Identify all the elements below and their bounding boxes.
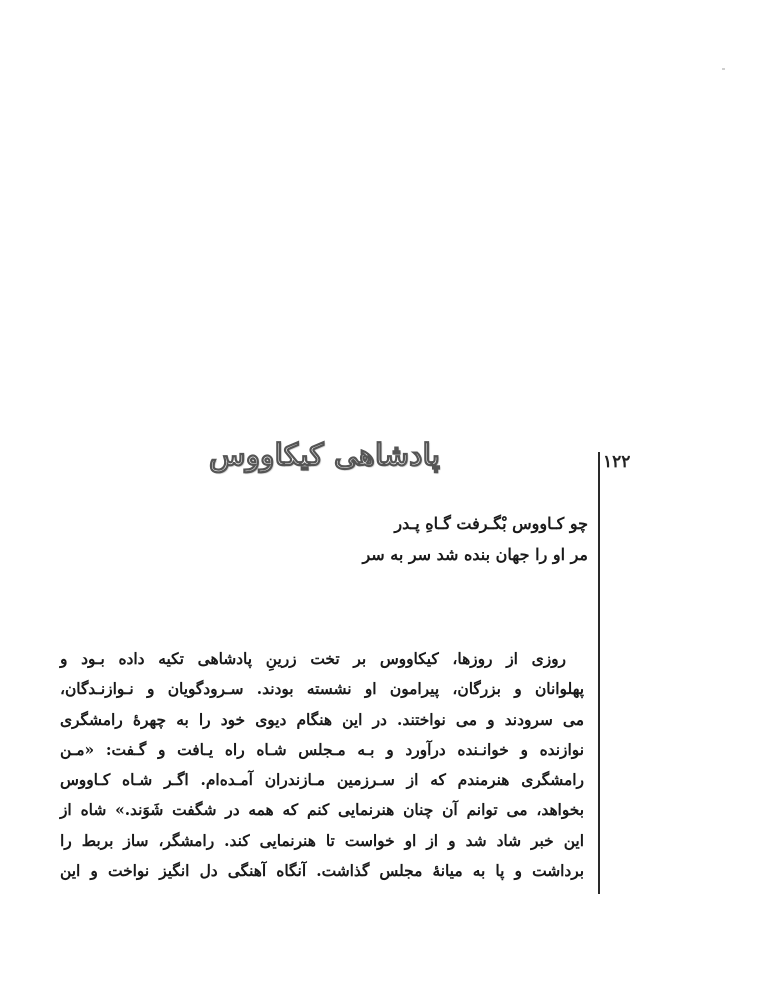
paragraph-line: پهلوانان و بزرگان، پیرامون او نشسته بودند. سـرودگویان و نـوازنـدگان، — [60, 680, 584, 699]
paragraph-line: روزی از روزها، کیکاووس بر تخت زرینِ پادشاهی تکیه داده بـود و — [60, 650, 566, 668]
page-number: ۱۲۲ — [603, 452, 631, 472]
body-paragraph — [60, 644, 584, 886]
paragraph-line: نوازنده و خوانـنده درآورد و بـه مـجلس شـاه راه یـافت و گـفت: «مـن — [60, 740, 584, 759]
paragraph-line: برداشت و پا به میانۀ مجلس گذاشت. آنگاه آهنگی دل انگیز نواخت و این — [60, 862, 584, 881]
paragraph-line: این خبر شاد شد و از او خواست تا هنرنمایی کند. رامشگر، ساز بربط را — [60, 831, 584, 850]
poem-line-2: مر او را جهان بنده شد سر به سر — [362, 545, 588, 564]
chapter-title: پادشاهی کیکاووس — [208, 438, 440, 473]
paragraph-line: رامشگری هنرمندم که از سـرزمین مـازندران آمـده‌ام. اگـر شـاه کـاووس — [60, 771, 584, 790]
poem-couplet — [300, 508, 588, 570]
poem-line-1: چو کـاووس بْگـرفت گـاهِ پـدر — [394, 514, 588, 533]
margin-rule — [598, 452, 600, 894]
paragraph-line: می سرودند و می نواختند. در این هنگام دیوی خود را به چهرۀ رامشگری — [60, 710, 584, 729]
paragraph-line: بخواهد، می توانم آن چنان هنرنمایی کنم که همه در شگفت شَوَند.» شاه از — [60, 801, 584, 820]
scan-mark — [722, 68, 725, 70]
